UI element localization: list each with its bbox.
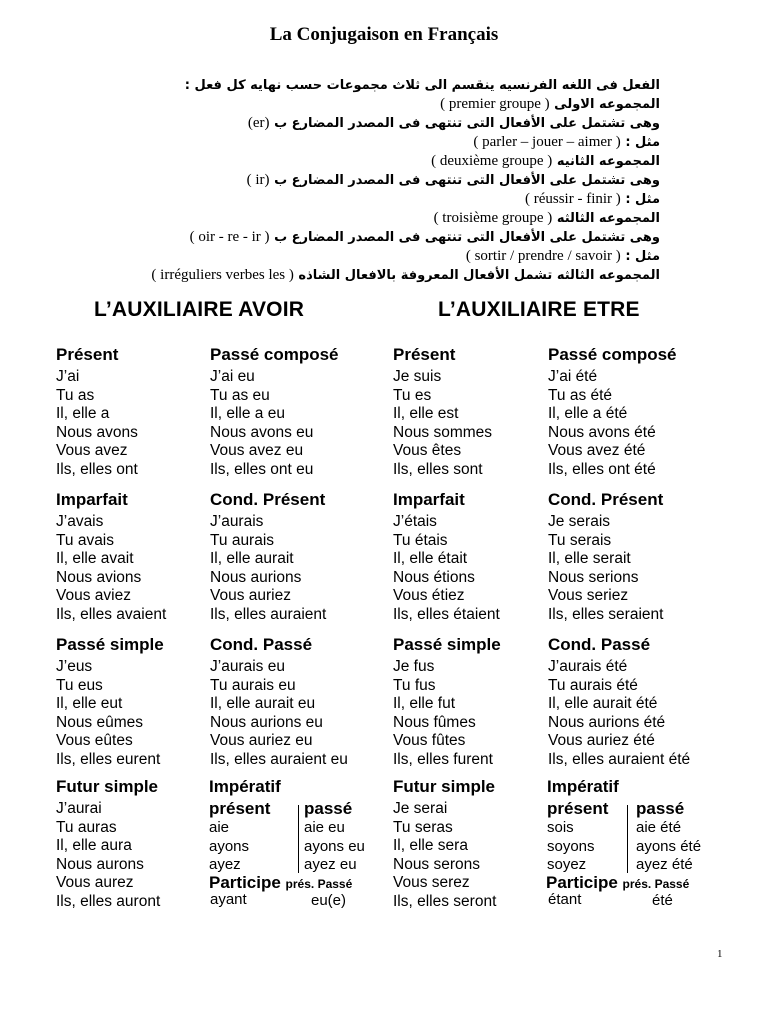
participe-title: Participe — [546, 873, 618, 892]
imperatif-divider — [627, 805, 628, 873]
verb-form: sois — [547, 819, 574, 836]
verb-form: Ils, elles seraient — [548, 605, 664, 623]
tense-title: Cond. Passé — [548, 635, 651, 654]
intro-arabic: الفعل فى اللغه الفرنسيه ينقسم الى ثلاث مجموعات حسب نهايه كل فعل : — [184, 78, 660, 93]
avoir-futur-simple — [56, 776, 160, 912]
verb-form: Vous aurez — [56, 874, 134, 892]
verb-form: Tu étais — [393, 531, 448, 549]
verb-form: soyons — [547, 837, 595, 855]
verb-form: Ils, elles auront — [56, 892, 161, 910]
tense-title: Cond. Présent — [210, 490, 326, 509]
verb-form: Ils, elles furent — [393, 750, 493, 768]
verb-form: soyez — [547, 856, 587, 874]
verb-form: Vous auriez eu — [210, 732, 313, 750]
intro-french: ( irréguliers verbes les ) — [151, 267, 294, 283]
etre-heading: L’AUXILIAIRE ETRE — [438, 298, 640, 321]
verb-form: J’aurais — [210, 513, 264, 530]
verb-form: ayez eu — [304, 856, 357, 874]
verb-form: Tu avais — [56, 531, 115, 549]
verb-form: Tu fus — [393, 676, 436, 694]
verb-form: Nous avons été — [548, 423, 656, 441]
verb-form: Tu eus — [56, 676, 103, 694]
intro-arabic: مثل : — [625, 249, 660, 264]
etre-imperatif-passe — [636, 799, 701, 875]
verb-form: Vous aviez — [56, 587, 131, 605]
verb-form: Vous avez eu — [210, 442, 304, 460]
verb-form: ayez été — [636, 856, 693, 874]
verb-form: Vous eûtes — [56, 732, 133, 750]
verb-form: Nous aurons — [56, 855, 144, 873]
intro-french: ( troisième groupe ) — [433, 210, 553, 226]
avoir-imperatif-passe — [304, 799, 365, 875]
intro-arabic: وهى تشتمل على الأفعال التى تنتهى فى المصدر المضارع ب — [274, 116, 660, 131]
participe-present: étant — [548, 891, 582, 908]
verb-form: Il, elle eut — [56, 695, 123, 713]
avoir-participe-heading — [209, 873, 352, 893]
imperatif-passe-label: passé — [304, 799, 353, 818]
imperatif-divider — [298, 805, 299, 873]
verb-form: Je suis — [393, 368, 442, 385]
verb-form: Ils, elles ont — [56, 460, 138, 478]
verb-form: Il, elle serait — [548, 550, 631, 568]
verb-form: Il, elle a été — [548, 405, 628, 423]
verb-form: Vous serez — [393, 874, 470, 892]
tense-title: Imparfait — [56, 490, 128, 509]
intro-french: ( réussir - finir ) — [524, 191, 621, 207]
verb-form: aie — [209, 819, 230, 836]
verb-form: J’eus — [56, 658, 93, 675]
verb-form: J’aurais eu — [210, 658, 285, 675]
verb-form: Vous avez été — [548, 442, 646, 460]
etre-futur-simple — [393, 776, 496, 912]
intro-line — [90, 114, 660, 133]
page-title: La Conjugaison en Français — [269, 24, 499, 45]
intro-french: ( ir) — [246, 172, 270, 188]
verb-form: Il, elle aurait — [210, 550, 294, 568]
intro-french: (er) — [247, 115, 270, 131]
intro-line — [90, 152, 660, 171]
verb-form: Vous fûtes — [393, 732, 466, 750]
verb-form: Je serai — [393, 800, 448, 817]
verb-form: J’avais — [56, 513, 104, 530]
etre-participe-heading — [546, 873, 689, 893]
verb-form: Tu serais — [548, 531, 612, 549]
verb-form: Nous aurions — [210, 568, 302, 586]
verb-form: Je serais — [548, 513, 611, 530]
verb-form: Nous serions — [548, 568, 639, 586]
tense-title: Passé composé — [548, 345, 677, 364]
verb-form: Il, elle est — [393, 405, 459, 423]
intro-line — [90, 266, 660, 285]
intro-french: ( premier groupe ) — [440, 96, 550, 112]
verb-form: aie été — [636, 819, 682, 836]
verb-form: J’aurai — [56, 800, 102, 817]
verb-form: Nous serons — [393, 855, 481, 873]
verb-form: Ils, elles avaient — [56, 605, 167, 623]
verb-form: Ils, elles sont — [393, 460, 483, 478]
tense-title: Impératif — [547, 777, 619, 796]
imperatif-present-label: présent — [209, 799, 271, 818]
intro-arabic: المجموعه الثالثه تشمل الأفعال المعروفة بالافعال الشاذه — [298, 268, 660, 283]
verb-form: Nous avions — [56, 568, 142, 586]
verb-form: Ils, elles étaient — [393, 605, 500, 623]
verb-form: Vous avez — [56, 442, 128, 460]
verb-form: Il, elle aurait eu — [210, 695, 316, 713]
avoir-imparfait — [56, 489, 166, 625]
verb-form: Vous seriez — [548, 587, 629, 605]
tense-title: Passé simple — [56, 635, 164, 654]
participe-labels: prés. Passé — [622, 877, 690, 891]
verb-form: ayons été — [636, 837, 702, 855]
verb-form: Tu aurais — [210, 531, 275, 549]
participe-passe: été — [652, 892, 673, 909]
participe-labels: prés. Passé — [285, 877, 353, 891]
participe-passe: eu(e) — [311, 892, 347, 909]
verb-form: Ils, elles ont eu — [210, 460, 314, 478]
avoir-imperatif — [209, 776, 281, 800]
verb-form: Il, elle fut — [393, 695, 456, 713]
tense-title: Présent — [56, 345, 119, 364]
participe-present: ayant — [210, 891, 247, 908]
intro-arabic: المجموعه الاولى — [554, 97, 660, 112]
tense-title: Cond. Présent — [548, 490, 664, 509]
verb-form: Tu es — [393, 386, 432, 404]
intro-french: ( parler – jouer – aimer ) — [473, 134, 621, 150]
verb-form: Ils, elles auraient — [210, 605, 327, 623]
tense-title: Imparfait — [393, 490, 465, 509]
verb-form: Vous étiez — [393, 587, 465, 605]
etre-passe-compose — [548, 344, 677, 480]
intro-arabic: المجموعه الثالثه — [556, 211, 660, 226]
verb-form: Nous eûmes — [56, 713, 144, 731]
intro-arabic: مثل : — [625, 135, 660, 150]
verb-form: Ils, elles auraient eu — [210, 750, 348, 768]
verb-form: J’ai eu — [210, 368, 255, 385]
etre-cond-passe — [548, 634, 690, 770]
verb-form: Nous étions — [393, 568, 475, 586]
intro-line — [90, 133, 660, 152]
verb-form: Tu auras — [56, 818, 117, 836]
intro-line — [90, 247, 660, 266]
etre-cond-present — [548, 489, 663, 625]
intro-arabic: المجموعه الثانيه — [556, 154, 660, 169]
etre-passe-simple — [393, 634, 501, 770]
avoir-present — [56, 344, 138, 480]
tense-title: Impératif — [209, 777, 281, 796]
verb-form: Tu as — [56, 386, 95, 404]
intro-line — [90, 209, 660, 228]
avoir-imperatif-present — [209, 799, 270, 875]
imperatif-present-label: présent — [547, 799, 609, 818]
verb-form: Nous aurions été — [548, 713, 666, 731]
verb-form: Tu as eu — [210, 386, 270, 404]
etre-imperatif-present — [547, 799, 608, 875]
verb-form: Il, elle sera — [393, 837, 468, 855]
verb-form: Il, elle avait — [56, 550, 134, 568]
verb-form: Je fus — [393, 658, 435, 675]
intro-arabic: وهى تشتمل على الأفعال التى تنتهى فى المصدر المضارع ب — [274, 230, 660, 245]
verb-form: J’étais — [393, 513, 437, 530]
avoir-passe-simple — [56, 634, 164, 770]
intro-arabic: وهى تشتمل على الأفعال التى تنتهى فى المصدر المضارع ب — [274, 173, 660, 188]
verb-form: Il, elle était — [393, 550, 468, 568]
verb-form: Ils, elles seront — [393, 892, 497, 910]
verb-form: Ils, elles eurent — [56, 750, 161, 768]
avoir-passe-compose — [210, 344, 339, 480]
intro-french: ( oir - re - ir ) — [189, 229, 270, 245]
tense-title: Passé composé — [210, 345, 339, 364]
tense-title: Futur simple — [56, 777, 159, 796]
imperatif-passe-label: passé — [636, 799, 685, 818]
intro-line — [90, 190, 660, 209]
verb-form: Nous sommes — [393, 423, 493, 441]
verb-form: J’aurais été — [548, 658, 628, 675]
verb-form: ayez — [209, 856, 241, 874]
verb-form: aie eu — [304, 819, 345, 836]
intro-line — [90, 76, 660, 95]
intro-line — [90, 228, 660, 247]
page-number: 1 — [717, 948, 723, 960]
verb-form: ayons — [209, 837, 250, 855]
participe-title: Participe — [209, 873, 281, 892]
tense-title: Passé simple — [393, 635, 501, 654]
verb-form: Tu aurais été — [548, 676, 638, 694]
verb-form: Nous aurions eu — [210, 713, 323, 731]
verb-form: J’ai été — [548, 368, 598, 385]
verb-form: Vous auriez — [210, 587, 291, 605]
verb-form: Il, elle a eu — [210, 405, 285, 423]
avoir-cond-present — [210, 489, 326, 625]
verb-form: Vous auriez été — [548, 732, 655, 750]
tense-title: Futur simple — [393, 777, 496, 796]
verb-form: Nous avons — [56, 423, 138, 441]
etre-imparfait — [393, 489, 500, 625]
intro-line — [90, 171, 660, 190]
verb-form: Tu as été — [548, 386, 613, 404]
verb-form: Il, elle aura — [56, 837, 132, 855]
verb-form: Il, elle aurait été — [548, 695, 658, 713]
tense-title: Cond. Passé — [210, 635, 313, 654]
verb-form: Nous fûmes — [393, 713, 476, 731]
etre-present — [393, 344, 492, 480]
verb-form: Tu seras — [393, 818, 453, 836]
avoir-cond-passe — [210, 634, 348, 770]
intro-arabic: مثل : — [625, 192, 660, 207]
intro-section — [90, 76, 660, 285]
verb-form: Ils, elles ont été — [548, 460, 656, 478]
etre-imperatif — [547, 776, 619, 800]
avoir-heading: L’AUXILIAIRE AVOIR — [94, 298, 305, 321]
verb-form: Vous êtes — [393, 442, 462, 460]
verb-form: ayons eu — [304, 837, 365, 855]
verb-form: Il, elle a — [56, 405, 110, 423]
verb-form: Tu aurais eu — [210, 676, 296, 694]
intro-french: ( deuxième groupe ) — [431, 153, 553, 169]
verb-form: J’ai — [56, 368, 80, 385]
verb-form: Nous avons eu — [210, 423, 314, 441]
verb-form: Ils, elles auraient été — [548, 750, 691, 768]
intro-french: ( sortir / prendre / savoir ) — [465, 248, 621, 264]
tense-title: Présent — [393, 345, 456, 364]
intro-line — [90, 95, 660, 114]
